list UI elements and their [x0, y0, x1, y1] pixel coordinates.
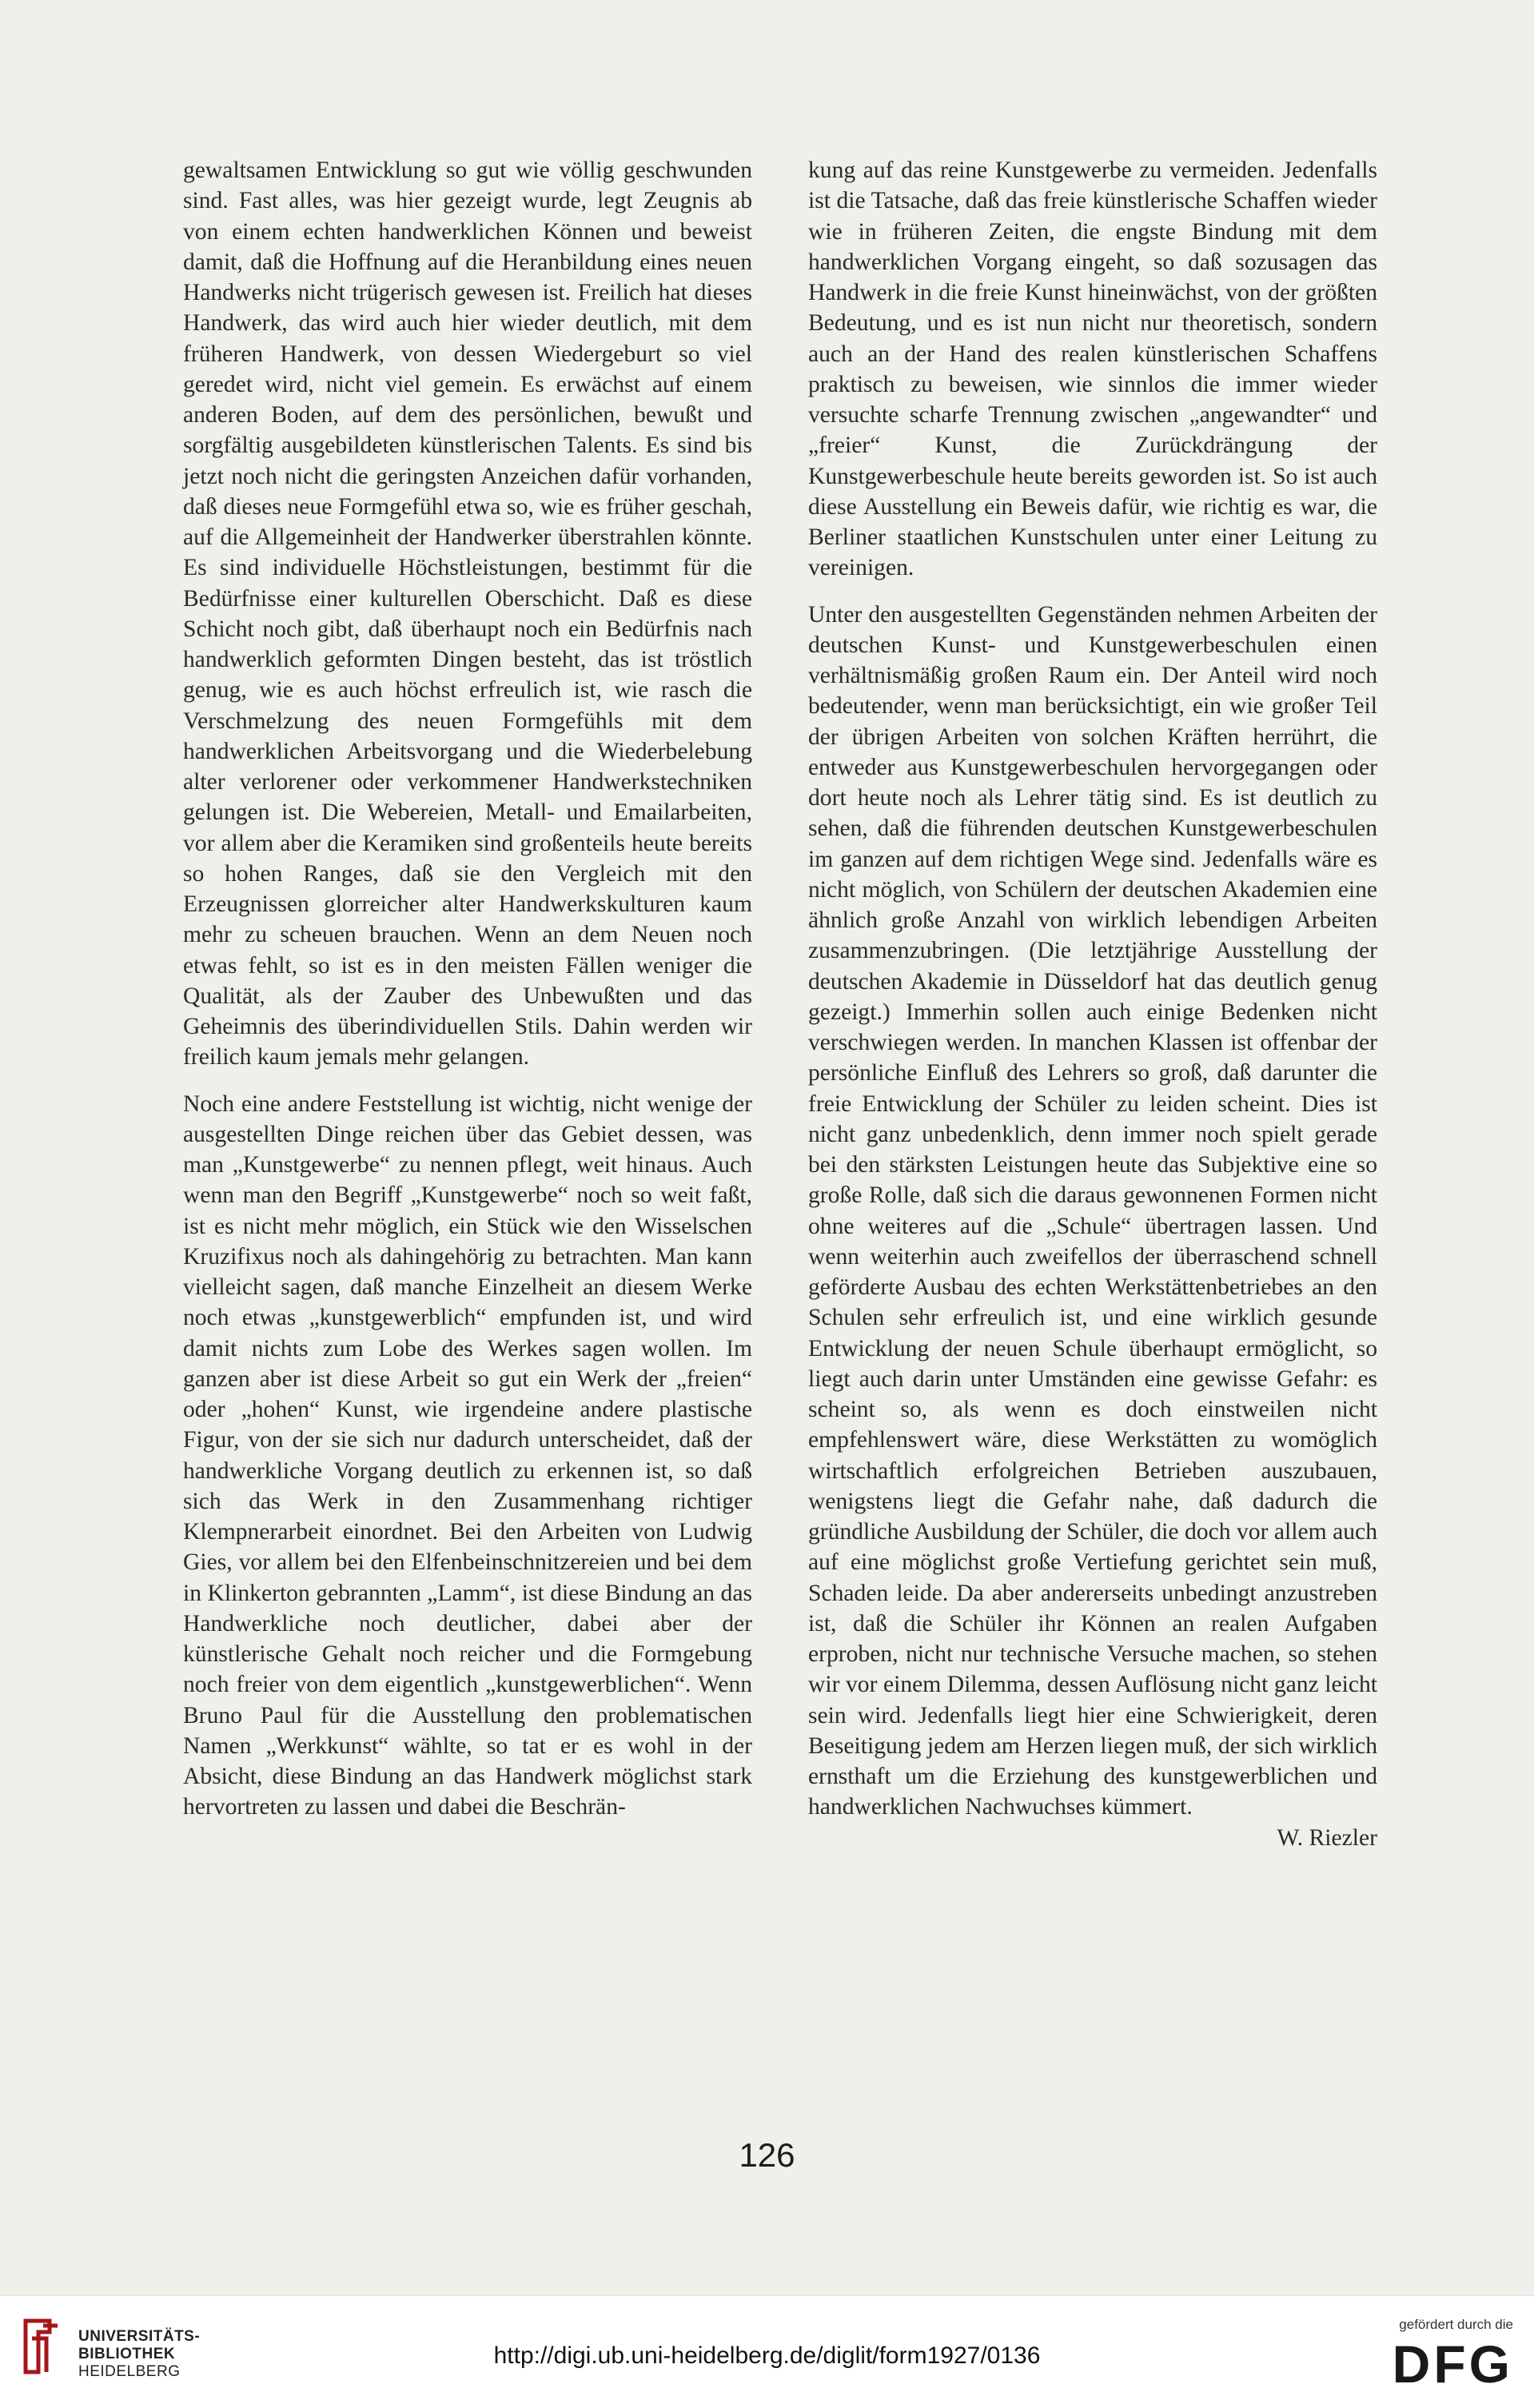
funding-block: [1353, 2317, 1513, 2392]
funding-credit: gefördert durch die: [1399, 2317, 1513, 2332]
dfg-logo: DFG: [1392, 2334, 1513, 2394]
library-name-line: UNIVERSITÄTS-: [78, 2328, 201, 2345]
library-name-line: BIBLIOTHEK: [78, 2346, 176, 2362]
article-paragraph: kung auf das reine Kunstgewerbe zu vermeiden. Jedenfalls ist die Tatsache, daß das freie künstlerische Schaffen wieder wie in früheren Zeiten, die engste Bindung mit dem handwerklichen Vorgang eingeht, so daß sozusagen das Handwerk in die freie Kunst hineinwächst, von der größten Bedeutung, und es ist nun nicht nur theoretisch, sondern auch an der Hand des realen künstlerischen Schaffens praktisch zu beweisen, wie sinnlos die immer wieder versuchte scharfe Trennung zwischen „angewandter“ und „freier“ Kunst, die Zurückdrängung der Kunstgewerbeschule heute bereits geworden ist. So ist auch diese Ausstellung ein Beweis dafür, wie richtig es war, die Berliner staatlichen Kunstschulen unter einer Leitung zu vereinigen.: [808, 157, 1377, 581]
source-url-link[interactable]: http://digi.ub.uni-heidelberg.de/diglit/form1927/0136: [493, 2342, 1041, 2369]
library-name-line: HEIDELBERG: [78, 2363, 181, 2380]
author-signature: W. Riezler: [1277, 1824, 1377, 1851]
article-paragraph: Unter den ausgestellten Gegenständen nehmen Arbeiten der deutschen Kunst- und Kunstgewerbeschulen einen verhältnismäßig großen Raum ein. Der Anteil wird noch bedeutender, wenn man berücksichtigt, ein wie großer Teil der übrigen Arbeiten von solchen Kräften herrührt, die entweder aus Kunstgewerbeschulen hervorgegangen oder dort heute noch als Lehrer tätig sind. Es ist deutlich zu sehen, daß die führenden deutschen Kunstgewerbeschulen im ganzen auf dem richtigen Wege sind. Jedenfalls wäre es nicht möglich, von Schülern der deutschen Akademien eine ähnlich große Anzahl von wirklich lebendigen Arbeiten zusammenzubringen. (Die letztjährige Ausstellung der deutschen Akademie in Düsseldorf hat das deutlich genug gezeigt.) Immerhin sollen auch einige Bedenken nicht verschwiegen werden. In manchen Klassen ist offenbar der persönliche Einfluß des Lehrers so groß, daß darunter die freie Entwicklung der Schüler zu leiden scheint. Dies ist nicht ganz unbedenklich, denn immer noch spielt gerade bei den stärksten Leistungen heute das Subjektive eine so große Rolle, daß sich die daraus gewonnenen Formen nicht ohne weiteres auf die „Schule“ übertragen lassen. Und wenn weiterhin auch zweifellos der überraschend schnell geförderte Ausbau des echten Werkstättenbetriebes an den Schulen sehr erfreulich ist, und eine wirklich gesunde Entwicklung der neuen Schule überhaupt ermöglicht, so liegt auch darin unter Umständen eine gewisse Gefahr: es scheint so, als wenn es doch einstweilen nicht empfehlenswert wäre, diese Werkstätten zu womöglich wirtschaftlich erfolgreichen Betrieben auszubauen, wenigstens liegt die Gefahr nahe, daß dadurch die gründliche Ausbildung der Schüler, die doch vor allem auch auf eine möglichst große Vertiefung gerichtet sein muß, Schaden leide. Da aber andererseits unbedingt anzustreben ist, daß die Schüler ihr Können an realen Aufgaben erproben, nicht nur technische Versuche machen, so stehen wir vor einem Dilemma, dessen Auflösung nicht ganz leicht sein wird. Jedenfalls liegt hier eine Schwierigkeit, deren Beseitigung jedem am Herzen liegen muß, der sich wirklich ernsthaft um die Erziehung des kunstgewerblichen und handwerklichen Nachwuchses kümmert.: [808, 601, 1377, 1820]
article-paragraph: gewaltsamen Entwicklung so gut wie völlig geschwunden sind. Fast alles, was hier gezeigt wurde, legt Zeugnis ab von einem echten handwerklichen Können und beweist damit, daß die Hoffnung auf die Heranbildung eines neuen Handwerks nicht trügerisch gewesen ist. Freilich hat dieses Handwerk, das wird auch hier wieder deutlich, mit dem früheren Handwerk, von dessen Wiedergeburt so viel geredet wird, nicht viel gemein. Es erwächst auf einem anderen Boden, auf dem des persönlichen, bewußt und sorgfältig ausgebildeten künstlerischen Talents. Es sind bis jetzt noch nicht die geringsten Anzeichen dafür vorhanden, daß dieses neue Formgefühl etwa so, wie es früher geschah, auf die Allgemeinheit der Handwerker überstrahlen könnte. Es sind individuelle Höchstleistungen, bestimmt für die Bedürfnisse einer kulturellen Oberschicht. Daß es diese Schicht noch gibt, daß überhaupt noch ein Bedürfnis nach handwerklich geformten Dingen besteht, das ist tröstlich genug, wie es auch höchst erfreulich ist, wie rasch die Verschmelzung des neuen Formgefühls mit dem handwerklichen Arbeitsvorgang und die Wiederbelebung alter verlorener oder verkommener Handwerkstechniken gelungen ist. Die Webereien, Metall- und Emailarbeiten, vor allem aber die Keramiken sind großenteils heute bereits so hohen Ranges, daß sie den Vergleich mit den Erzeugnissen glorreicher alter Handwerkskulturen kaum mehr zu scheuen brauchen. Wenn an dem Neuen noch etwas fehlt, so ist es in den meisten Fällen weniger die Qualität, als der Zauber des Unbewußten und das Geheimnis des überindividuellen Stils. Dahin werden wir freilich kaum jemals mehr gelangen.: [183, 157, 752, 1070]
page-number: 126: [739, 2136, 795, 2174]
article-paragraph: Noch eine andere Feststellung ist wichtig, nicht wenige der ausgestellten Dinge reichen über das Gebiet dessen, was man „Kunstgewerbe“ zu nennen pflegt, weit hinaus. Auch wenn man den Begriff „Kunstgewerbe“ noch so weit faßt, ist es nicht mehr möglich, ein Stück wie den Wisselschen Kruzifixus noch als dahingehörig zu betrachten. Man kann vielleicht sagen, daß manche Einzelheit an diesem Werke noch etwas „kunstgewerblich“ empfunden ist, und wird damit nichts zum Lobe des Werkes sagen wollen. Im ganzen aber ist diese Arbeit so gut ein Werk der „freien“ oder „hohen“ Kunst, wie irgendeine andere plastische Figur, von der sie sich nur dadurch unterscheidet, daß der handwerkliche Vorgang deutlich zu erkennen ist, so daß sich das Werk in den Zusammenhang richtiger Klempnerarbeit einordnet. Bei den Arbeiten von Ludwig Gies, vor allem bei den Elfenbeinschnitzereien und bei dem in Klinkerton gebrannten „Lamm“, ist diese Bindung an das Handwerkliche noch deutlicher, dabei aber der künstlerische Gehalt noch reicher und die Formgebung noch freier von dem eigentlich „kunstgewerblichen“. Wenn Bruno Paul für die Ausstellung den problematischen Namen „Werkkunst“ wählte, so tat er es wohl in der Absicht, diese Bindung an das Handwerk möglichst stark hervortreten zu lassen und dabei die Beschrän-: [183, 1090, 752, 1820]
right-column: [808, 155, 1377, 1853]
left-column: [183, 155, 752, 1823]
signature-line: [808, 1823, 1377, 1853]
